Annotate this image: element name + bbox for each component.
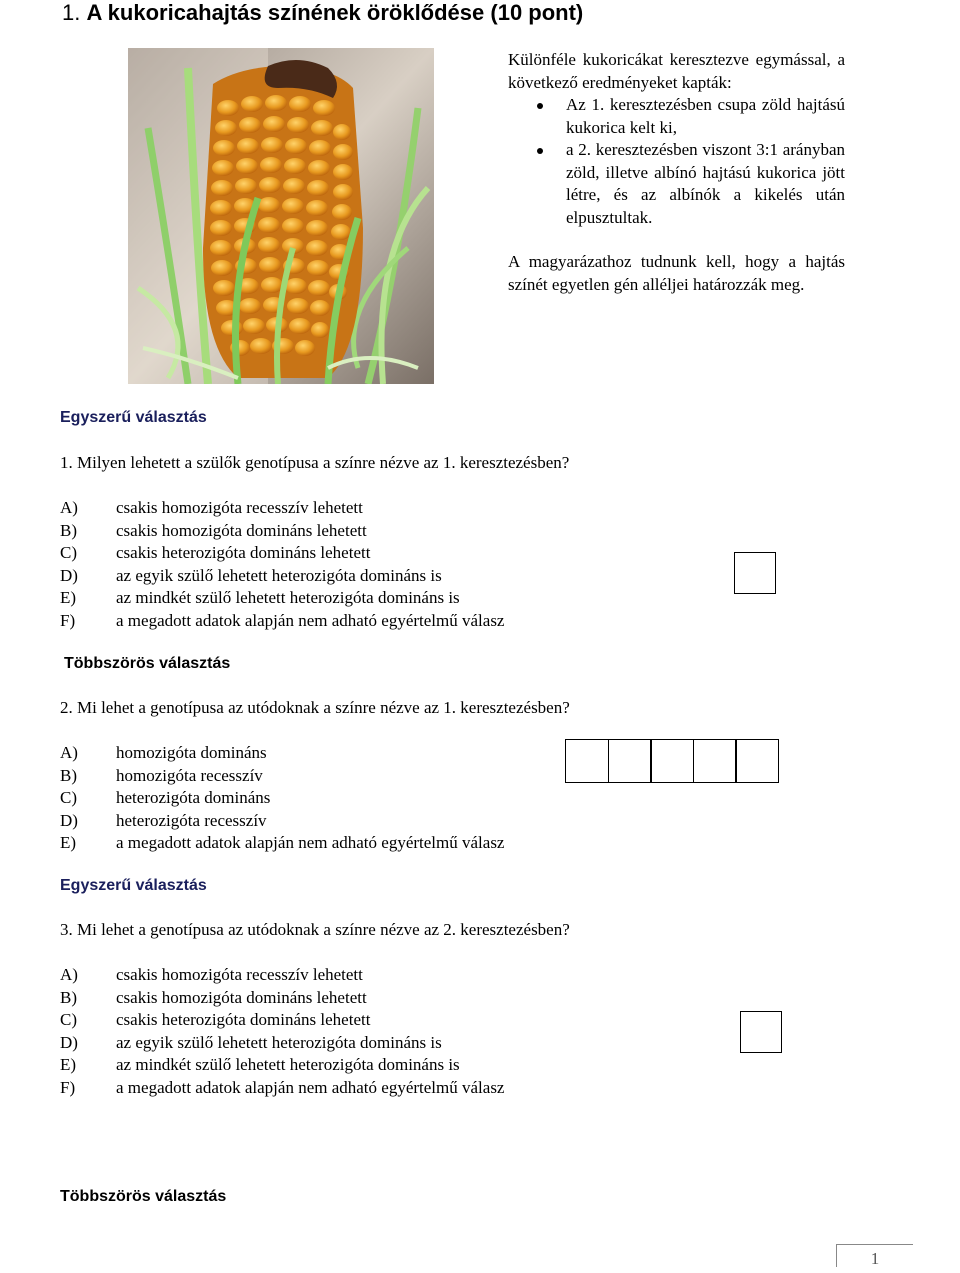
option-text: az egyik szülő lehetett heterozigóta domináns is — [116, 565, 442, 585]
q2-options — [60, 742, 504, 855]
intro-text — [508, 49, 845, 296]
q1-options — [60, 497, 504, 632]
option-letter: E) — [60, 1055, 77, 1074]
intro-paragraph: Különféle kukoricákat keresztezve egymással, a következő eredményeket kapták: — [508, 50, 845, 92]
option-letter: E) — [60, 833, 77, 852]
option-letter: B) — [60, 765, 77, 785]
option-text: csakis heterozigóta domináns lehetett — [116, 1010, 371, 1029]
option-text: a megadott adatok alapján nem adható egyértelmű válasz — [116, 833, 505, 852]
option — [60, 1077, 504, 1100]
option-letter: A) — [60, 743, 78, 762]
q2-section-heading: Többszörös választás — [64, 655, 231, 672]
corn-photo — [128, 48, 434, 384]
option-letter: C) — [60, 1010, 77, 1029]
option-letter: E) — [60, 588, 77, 607]
option — [60, 610, 504, 633]
task-title: A kukoricahajtás színének öröklődése (10 pont) — [86, 0, 584, 25]
option-text: a megadott adatok alapján nem adható egyértelmű válasz — [116, 1077, 505, 1097]
answer-box[interactable] — [693, 739, 737, 783]
task-number: 1. — [62, 0, 81, 25]
q2-answer-boxes — [565, 739, 778, 783]
option-letter: C) — [60, 543, 77, 562]
option-letter: D) — [60, 810, 78, 830]
option — [60, 1009, 504, 1032]
intro-note: A magyarázathoz tudnunk kell, hogy a hajtás színét egyetlen gén alléljei határozzák meg. — [508, 252, 845, 294]
option — [60, 787, 504, 810]
q3-question: 3. Mi lehet a genotípusa az utódoknak a színre nézve az 2. keresztezésben? — [60, 920, 570, 939]
q1-section-heading: Egyszerű választás — [60, 409, 207, 426]
option-text: az mindkét szülő lehetett heterozigóta domináns is — [116, 588, 460, 607]
option-text: csakis heterozigóta domináns lehetett — [116, 543, 371, 562]
option-letter: C) — [60, 788, 77, 807]
q3-answer-box[interactable] — [740, 1011, 782, 1053]
page-title — [62, 0, 583, 26]
option-text: csakis homozigóta domináns lehetett — [116, 520, 367, 540]
q2-question: 2. Mi lehet a genotípusa az utódoknak a színre nézve az 1. keresztezésben? — [60, 698, 570, 717]
option — [60, 587, 504, 610]
page-number: 1 — [836, 1244, 913, 1267]
option-text: homozigóta domináns — [116, 743, 267, 762]
answer-box[interactable] — [735, 739, 779, 783]
option — [60, 742, 504, 765]
option — [60, 542, 504, 565]
option — [60, 964, 504, 987]
answer-box[interactable] — [565, 739, 609, 783]
option-text: csakis homozigóta domináns lehetett — [116, 987, 367, 1007]
option-letter: B) — [60, 987, 77, 1007]
intro-bullet: Az 1. keresztezésben csupa zöld hajtású kukorica kelt ki, — [508, 94, 845, 139]
option-text: csakis homozigóta recesszív lehetett — [116, 498, 363, 517]
option — [60, 1054, 504, 1077]
option-letter: B) — [60, 520, 77, 540]
option-letter: A) — [60, 965, 78, 984]
corn-illustration — [128, 48, 434, 384]
q3-section-heading: Egyszerű választás — [60, 877, 207, 894]
option — [60, 520, 504, 543]
answer-box[interactable] — [608, 739, 652, 783]
q4-section-heading: Többszörös választás — [60, 1188, 227, 1205]
option-text: csakis homozigóta recesszív lehetett — [116, 965, 363, 984]
intro-bullet: a 2. keresztezésben viszont 3:1 arányban zöld, illetve albínó hajtású kukorica jött létre, és az albínók a kikelés után elpusztultak. — [508, 139, 845, 229]
option-letter: D) — [60, 1032, 78, 1052]
option-letter: F) — [60, 1077, 76, 1097]
q1-question: 1. Milyen lehetett a szülők genotípusa a színre nézve az 1. keresztezésben? — [60, 453, 570, 472]
option — [60, 1032, 504, 1055]
option-text: heterozigóta recesszív — [116, 810, 267, 830]
intro-bullets — [508, 94, 845, 229]
option-text: a megadott adatok alapján nem adható egyértelmű válasz — [116, 610, 505, 630]
option-letter: D) — [60, 565, 78, 585]
q3-options — [60, 964, 504, 1099]
answer-box[interactable] — [650, 739, 694, 783]
option-letter: F) — [60, 610, 76, 630]
option-text: heterozigóta domináns — [116, 788, 271, 807]
option — [60, 810, 504, 833]
option — [60, 832, 504, 855]
option — [60, 765, 504, 788]
option-text: az egyik szülő lehetett heterozigóta domináns is — [116, 1032, 442, 1052]
option-letter: A) — [60, 498, 78, 517]
option — [60, 497, 504, 520]
option-text: az mindkét szülő lehetett heterozigóta domináns is — [116, 1055, 460, 1074]
option — [60, 565, 504, 588]
option — [60, 987, 504, 1010]
q1-answer-box[interactable] — [734, 552, 776, 594]
option-text: homozigóta recesszív — [116, 765, 263, 785]
